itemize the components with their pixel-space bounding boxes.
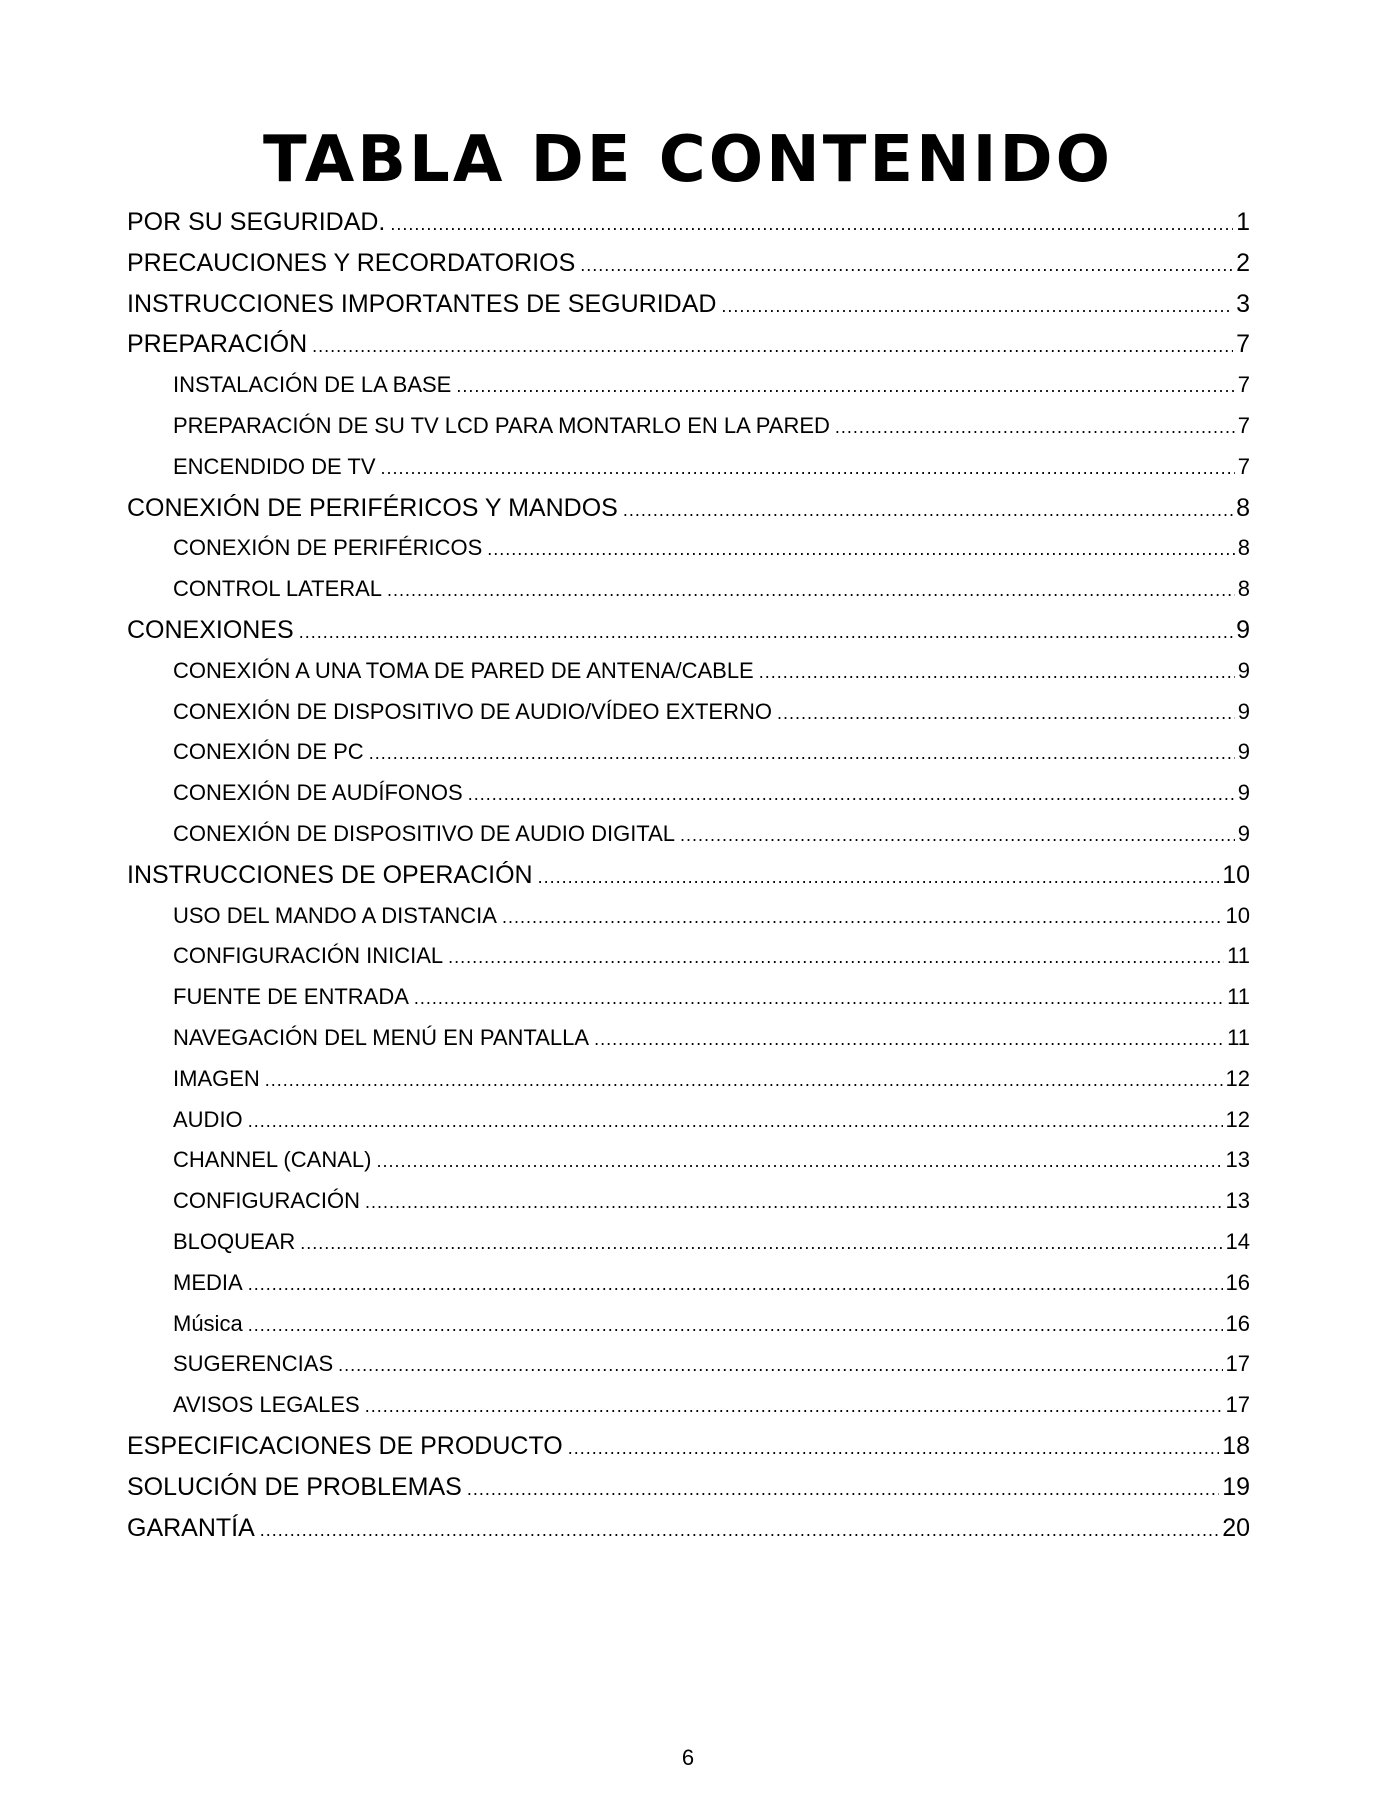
toc-dot-leader [502, 897, 1223, 937]
toc-entry-page: 12 [1225, 1065, 1250, 1091]
toc-dot-leader [299, 612, 1233, 651]
toc-dot-leader [594, 1019, 1224, 1059]
toc-subsection-entry[interactable] [127, 365, 1250, 406]
toc-entry-label: NAVEGACIÓN DEL MENÚ EN PANTALLA [173, 1024, 590, 1050]
toc-dot-leader [265, 1060, 1223, 1100]
toc-subsection-entry[interactable] [127, 569, 1250, 610]
toc-entry-page: 9 [1236, 615, 1250, 644]
toc-entry-label: AVISOS LEGALES [173, 1392, 360, 1418]
page-number: 6 [681, 1745, 695, 1770]
toc-entry-label: CONTROL LATERAL [173, 576, 383, 602]
toc-entry-page: 7 [1237, 412, 1250, 438]
toc-entry-page: 9 [1237, 780, 1250, 806]
toc-dot-leader [467, 1469, 1219, 1508]
toc-subsection-entry[interactable] [127, 1344, 1250, 1385]
toc-dot-leader [538, 857, 1220, 896]
toc-entry-label: AUDIO [173, 1106, 243, 1132]
toc-entry-page: 11 [1227, 943, 1250, 969]
toc-entry-page: 7 [1236, 330, 1250, 359]
toc-subsection-entry[interactable] [127, 732, 1250, 773]
toc-dot-leader [376, 1141, 1222, 1181]
toc-subsection-entry[interactable] [127, 1385, 1250, 1426]
toc-dot-leader [487, 529, 1234, 569]
toc-entry-label: BLOQUEAR [173, 1228, 296, 1254]
toc-dot-leader [260, 1510, 1219, 1549]
toc-entry-label: CHANNEL (CANAL) [173, 1147, 372, 1173]
toc-entry-page: 11 [1227, 984, 1250, 1010]
toc-entry-page: 19 [1222, 1472, 1250, 1501]
toc-dot-leader [721, 286, 1233, 325]
toc-dot-leader [777, 693, 1235, 733]
toc-entry-page: 10 [1222, 860, 1250, 889]
toc-entry-page: 9 [1237, 657, 1250, 683]
toc-dot-leader [390, 204, 1233, 243]
toc-entry-page: 1 [1236, 208, 1250, 236]
toc-dot-leader [448, 937, 1224, 977]
toc-subsection-entry[interactable] [127, 406, 1250, 447]
toc-entry-page: 20 [1222, 1513, 1250, 1542]
toc-entry-page: 18 [1222, 1431, 1250, 1460]
toc-dot-leader [300, 1223, 1222, 1263]
toc-dot-leader [568, 1428, 1219, 1467]
toc-section-entry[interactable] [127, 1508, 1250, 1549]
toc-entry-label: SOLUCIÓN DE PROBLEMAS [127, 1472, 462, 1501]
toc-entry-label: POR SU SEGURIDAD. [127, 208, 386, 236]
toc-entry-page: 8 [1237, 535, 1250, 561]
toc-dot-leader [387, 570, 1235, 610]
toc-subsection-entry[interactable] [127, 1059, 1250, 1100]
toc-entry-page: 13 [1225, 1147, 1250, 1173]
toc-entry-page: 12 [1225, 1106, 1250, 1132]
toc-subsection-entry[interactable] [127, 896, 1250, 937]
toc-section-entry[interactable] [127, 243, 1250, 284]
toc-entry-page: 7 [1237, 453, 1250, 479]
toc-entry-label: CONEXIÓN DE AUDÍFONOS [173, 780, 463, 806]
toc-entry-page: 9 [1237, 698, 1250, 724]
toc-entry-label: PRECAUCIONES Y RECORDATORIOS [127, 248, 576, 277]
toc-entry-page: 8 [1237, 576, 1250, 602]
toc-subsection-entry[interactable] [127, 1263, 1250, 1304]
toc-entry-label: CONEXIÓN A UNA TOMA DE PARED DE ANTENA/CABLE [173, 657, 754, 683]
toc-entry-label: CONFIGURACIÓN INICIAL [173, 943, 444, 969]
toc-entry-page: 9 [1237, 739, 1250, 765]
toc-entry-label: ENCENDIDO DE TV [173, 453, 376, 479]
toc-subsection-entry[interactable] [127, 814, 1250, 855]
toc-dot-leader [456, 366, 1234, 406]
toc-subsection-entry[interactable] [127, 936, 1250, 977]
toc-subsection-entry[interactable] [127, 651, 1250, 692]
toc-entry-page: 3 [1236, 289, 1250, 318]
toc-entry-label: CONEXIÓN DE PERIFÉRICOS Y MANDOS [127, 493, 618, 522]
toc-dot-leader [580, 245, 1233, 284]
toc-entry-page: 10 [1225, 902, 1250, 928]
toc-subsection-entry[interactable] [127, 528, 1250, 569]
toc-entry-page: 2 [1236, 248, 1250, 277]
toc-dot-leader [414, 978, 1224, 1018]
toc-dot-leader [835, 407, 1235, 447]
toc-entry-label: SUGERENCIAS [173, 1351, 334, 1377]
toc-subsection-entry[interactable] [127, 692, 1250, 733]
toc-dot-leader [248, 1264, 1223, 1304]
toc-subsection-entry[interactable] [127, 447, 1250, 488]
toc-entry-label: CONEXIÓN DE DISPOSITIVO DE AUDIO/VÍDEO EXTERNO [173, 698, 772, 724]
toc-dot-leader [248, 1305, 1223, 1345]
toc-section-entry[interactable] [127, 284, 1250, 325]
table-of-contents [127, 202, 1250, 1548]
toc-dot-leader [468, 774, 1235, 814]
toc-dot-leader [623, 490, 1233, 529]
toc-entry-label: GARANTÍA [127, 1513, 255, 1542]
toc-section-entry[interactable] [127, 324, 1250, 365]
toc-entry-label: CONEXIONES [127, 615, 294, 644]
toc-entry-label: INSTRUCCIONES IMPORTANTES DE SEGURIDAD [127, 289, 717, 318]
toc-dot-leader [365, 1386, 1223, 1426]
toc-entry-label: MEDIA [173, 1269, 243, 1295]
toc-entry-label: INSTALACIÓN DE LA BASE [173, 372, 452, 398]
toc-section-entry[interactable] [127, 1467, 1250, 1508]
toc-section-entry[interactable] [127, 1426, 1250, 1467]
toc-entry-page: 13 [1225, 1188, 1250, 1214]
toc-entry-label: PREPARACIÓN DE SU TV LCD PARA MONTARLO EN LA PARED [173, 412, 830, 438]
toc-subsection-entry[interactable] [127, 1018, 1250, 1059]
toc-dot-leader [369, 733, 1235, 773]
toc-entry-page: 17 [1225, 1351, 1250, 1377]
toc-entry-page: 11 [1227, 1024, 1250, 1050]
toc-entry-label: USO DEL MANDO A DISTANCIA [173, 902, 497, 928]
toc-entry-page: 17 [1225, 1392, 1250, 1418]
toc-entry-label: PREPARACIÓN [127, 330, 308, 359]
toc-entry-label: ESPECIFICACIONES DE PRODUCTO [127, 1431, 563, 1460]
toc-subsection-entry[interactable] [127, 1140, 1250, 1181]
toc-entry-label: CONFIGURACIÓN [173, 1188, 360, 1214]
toc-section-entry[interactable] [127, 610, 1250, 651]
toc-section-entry[interactable] [127, 202, 1250, 243]
toc-entry-page: 7 [1237, 372, 1250, 398]
toc-subsection-entry[interactable] [127, 977, 1250, 1018]
toc-entry-page: 16 [1225, 1310, 1250, 1336]
toc-entry-page: 16 [1225, 1269, 1250, 1295]
toc-entry-label: CONEXIÓN DE PERIFÉRICOS [173, 535, 483, 561]
toc-entry-page: 14 [1225, 1228, 1250, 1254]
toc-entry-label: CONEXIÓN DE PC [173, 739, 364, 765]
toc-section-entry[interactable] [127, 488, 1250, 529]
toc-dot-leader [759, 652, 1235, 692]
toc-dot-leader [680, 815, 1235, 855]
page-title: TABLA DE CONTENIDO [263, 123, 1113, 197]
toc-subsection-entry[interactable] [127, 1100, 1250, 1141]
toc-entry-label: INSTRUCCIONES DE OPERACIÓN [127, 860, 533, 889]
toc-dot-leader [248, 1101, 1223, 1141]
toc-entry-page: 9 [1237, 820, 1250, 846]
toc-entry-page: 8 [1236, 493, 1250, 522]
toc-subsection-entry[interactable] [127, 1222, 1250, 1263]
toc-dot-leader [312, 326, 1233, 365]
toc-entry-label: FUENTE DE ENTRADA [173, 984, 409, 1010]
toc-entry-label: Música [173, 1310, 243, 1336]
toc-dot-leader [338, 1345, 1222, 1385]
toc-subsection-entry[interactable] [127, 1304, 1250, 1345]
toc-entry-label: IMAGEN [173, 1065, 260, 1091]
toc-subsection-entry[interactable] [127, 773, 1250, 814]
toc-dot-leader [365, 1182, 1223, 1222]
toc-section-entry[interactable] [127, 855, 1250, 896]
toc-dot-leader [381, 448, 1235, 488]
toc-entry-label: CONEXIÓN DE DISPOSITIVO DE AUDIO DIGITAL [173, 820, 676, 846]
toc-subsection-entry[interactable] [127, 1181, 1250, 1222]
